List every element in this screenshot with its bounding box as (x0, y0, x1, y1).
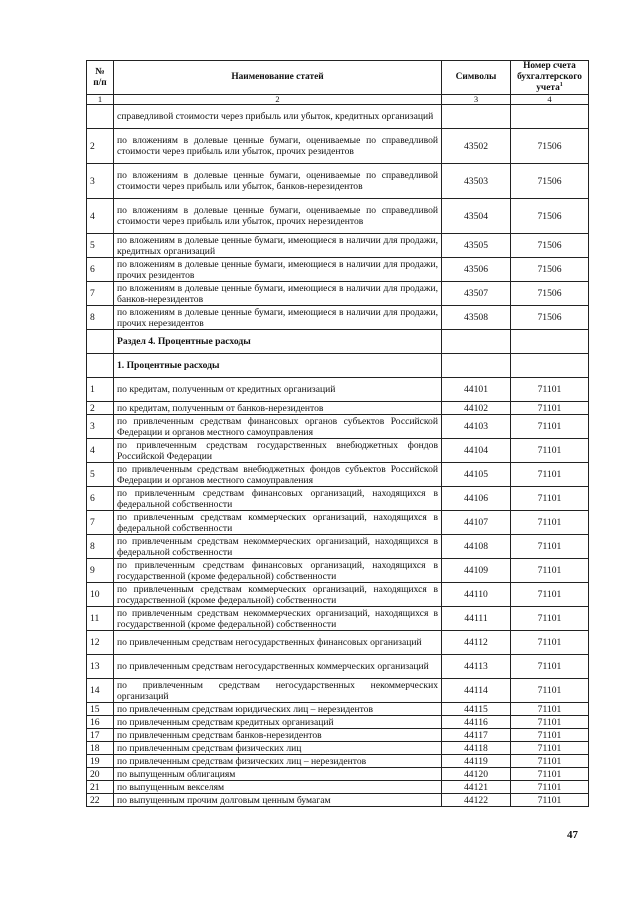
row-symbol: 43505 (442, 234, 511, 258)
row-account: 71101 (511, 729, 589, 742)
row-account: 71101 (511, 679, 589, 703)
row-symbol: 44106 (442, 487, 511, 511)
table-row (87, 742, 589, 755)
row-symbol: 44116 (442, 716, 511, 729)
table-row (87, 282, 589, 306)
column-index: 1 (87, 95, 114, 105)
table-row (87, 607, 589, 631)
table-row (87, 402, 589, 415)
row-number: 21 (87, 781, 114, 794)
row-number: 6 (87, 487, 114, 511)
header-name: Наименование статей (114, 61, 442, 95)
header-account-label: Номер счета бухгалтерского учета (517, 61, 582, 93)
row-symbol: 44118 (442, 742, 511, 755)
row-symbol: 44113 (442, 655, 511, 679)
row-name: по привлеченным средствам финансовых органов субъектов Российской Федерации и органов местного самоуправления (114, 415, 442, 439)
row-symbol: 44115 (442, 703, 511, 716)
row-symbol: 44117 (442, 729, 511, 742)
column-index: 4 (511, 95, 589, 105)
row-number: 2 (87, 129, 114, 164)
row-account (511, 105, 589, 129)
table-row (87, 415, 589, 439)
table-row (87, 703, 589, 716)
table-row (87, 105, 589, 129)
row-number: 14 (87, 679, 114, 703)
table-header-row (87, 61, 589, 95)
table-row (87, 164, 589, 199)
row-number: 3 (87, 164, 114, 199)
row-account: 71101 (511, 755, 589, 768)
row-number (87, 354, 114, 378)
row-number: 10 (87, 583, 114, 607)
row-account: 71101 (511, 378, 589, 402)
row-symbol: 44105 (442, 463, 511, 487)
row-name: по привлеченным средствам юридических лиц – нерезидентов (114, 703, 442, 716)
table-row (87, 716, 589, 729)
row-symbol: 44121 (442, 781, 511, 794)
row-name: по привлеченным средствам негосударственных некоммерческих организаций (114, 679, 442, 703)
row-account: 71506 (511, 282, 589, 306)
table-row (87, 199, 589, 234)
row-name: по привлеченным средствам некоммерческих организаций, находящихся в федеральной собственности (114, 535, 442, 559)
row-account: 71101 (511, 463, 589, 487)
header-account (511, 61, 589, 95)
row-symbol: 44119 (442, 755, 511, 768)
table-row (87, 535, 589, 559)
row-account: 71101 (511, 415, 589, 439)
table-row (87, 655, 589, 679)
row-number: 9 (87, 559, 114, 583)
row-account (511, 354, 589, 378)
row-name: по привлеченным средствам коммерческих организаций, находящихся в федеральной собственности (114, 511, 442, 535)
table-row (87, 729, 589, 742)
row-name: по вложениям в долевые ценные бумаги, имеющиеся в наличии для продажи, кредитных организаций (114, 234, 442, 258)
column-index: 3 (442, 95, 511, 105)
table-row (87, 378, 589, 402)
row-symbol: 43504 (442, 199, 511, 234)
row-name: по выпущенным облигациям (114, 768, 442, 781)
row-account: 71101 (511, 439, 589, 463)
row-name: по выпущенным векселям (114, 781, 442, 794)
row-number: 4 (87, 199, 114, 234)
row-number: 8 (87, 535, 114, 559)
row-number: 1 (87, 378, 114, 402)
row-name: по вложениям в долевые ценные бумаги, оцениваемые по справедливой стоимости через прибыль или убыток, прочих нерезидентов (114, 199, 442, 234)
row-name: по привлеченным средствам кредитных организаций (114, 716, 442, 729)
row-symbol (442, 330, 511, 354)
row-account: 71101 (511, 583, 589, 607)
row-name: по выпущенным прочим долговым ценным бумагам (114, 794, 442, 807)
row-name: по привлеченным средствам коммерческих организаций, находящихся в государственной (кроме федеральной) собственности (114, 583, 442, 607)
table-row (87, 583, 589, 607)
row-symbol: 43506 (442, 258, 511, 282)
row-name: по привлеченным средствам некоммерческих организаций, находящихся в государственной (кроме федеральной) собственности (114, 607, 442, 631)
row-name: по привлеченным средствам негосударственных коммерческих организаций (114, 655, 442, 679)
row-name: справедливой стоимости через прибыль или убыток, кредитных организаций (114, 105, 442, 129)
row-number: 5 (87, 463, 114, 487)
row-symbol: 43503 (442, 164, 511, 199)
row-name: по привлеченным средствам банков-нерезидентов (114, 729, 442, 742)
row-name: по кредитам, полученным от банков-нерезидентов (114, 402, 442, 415)
row-name: по привлеченным средствам негосударственных финансовых организаций (114, 631, 442, 655)
header-num: № п/п (87, 61, 114, 95)
table-row (87, 258, 589, 282)
row-account: 71101 (511, 794, 589, 807)
row-name: по вложениям в долевые ценные бумаги, имеющиеся в наличии для продажи, банков-нерезидентов (114, 282, 442, 306)
column-index: 2 (114, 95, 442, 105)
table-row (87, 234, 589, 258)
row-name: по вложениям в долевые ценные бумаги, оцениваемые по справедливой стоимости через прибыль или убыток, банков-нерезидентов (114, 164, 442, 199)
row-symbol: 43507 (442, 282, 511, 306)
row-account: 71101 (511, 742, 589, 755)
row-number: 20 (87, 768, 114, 781)
row-name: 1. Процентные расходы (114, 354, 442, 378)
row-symbol: 44111 (442, 607, 511, 631)
row-name: по привлеченным средствам внебюджетных фондов субъектов Российской Федерации и органов местного самоуправления (114, 463, 442, 487)
row-account: 71101 (511, 402, 589, 415)
row-account: 71101 (511, 511, 589, 535)
row-symbol: 44122 (442, 794, 511, 807)
row-number: 16 (87, 716, 114, 729)
row-account: 71506 (511, 199, 589, 234)
table-row (87, 129, 589, 164)
row-number: 6 (87, 258, 114, 282)
row-name: по привлеченным средствам финансовых организаций, находящихся в федеральной собственности (114, 487, 442, 511)
row-number (87, 330, 114, 354)
row-name: по вложениям в долевые ценные бумаги, оцениваемые по справедливой стоимости через прибыль или убыток, прочих резидентов (114, 129, 442, 164)
table-row (87, 781, 589, 794)
row-account: 71506 (511, 306, 589, 330)
row-symbol: 44114 (442, 679, 511, 703)
row-number: 22 (87, 794, 114, 807)
row-account: 71506 (511, 258, 589, 282)
row-name: по привлеченным средствам физических лиц – нерезидентов (114, 755, 442, 768)
row-symbol: 44110 (442, 583, 511, 607)
row-symbol: 44107 (442, 511, 511, 535)
section-row (87, 330, 589, 354)
row-symbol: 44120 (442, 768, 511, 781)
table-row (87, 559, 589, 583)
table-row (87, 679, 589, 703)
table-row (87, 487, 589, 511)
table-row (87, 794, 589, 807)
row-symbol (442, 354, 511, 378)
row-account: 71101 (511, 559, 589, 583)
row-account: 71101 (511, 768, 589, 781)
row-name: по кредитам, полученным от кредитных организаций (114, 378, 442, 402)
table-row (87, 511, 589, 535)
row-symbol (442, 105, 511, 129)
row-number: 5 (87, 234, 114, 258)
row-account: 71101 (511, 631, 589, 655)
row-number: 15 (87, 703, 114, 716)
header-account-footnote: 1 (559, 81, 563, 88)
column-index-row (87, 95, 589, 105)
row-name: по вложениям в долевые ценные бумаги, имеющиеся в наличии для продажи, прочих резидентов (114, 258, 442, 282)
header-symbols: Символы (442, 61, 511, 95)
row-name: по привлеченным средствам финансовых организаций, находящихся в государственной (кроме федеральной) собственности (114, 559, 442, 583)
row-symbol: 44102 (442, 402, 511, 415)
table-row (87, 306, 589, 330)
row-number: 4 (87, 439, 114, 463)
row-number (87, 105, 114, 129)
row-account: 71101 (511, 535, 589, 559)
table-row (87, 631, 589, 655)
row-number: 11 (87, 607, 114, 631)
row-account: 71101 (511, 487, 589, 511)
row-number: 2 (87, 402, 114, 415)
row-number: 17 (87, 729, 114, 742)
row-number: 3 (87, 415, 114, 439)
table-row (87, 463, 589, 487)
row-symbol: 43502 (442, 129, 511, 164)
row-number: 19 (87, 755, 114, 768)
row-symbol: 44108 (442, 535, 511, 559)
row-number: 12 (87, 631, 114, 655)
row-account (511, 330, 589, 354)
row-account: 71101 (511, 781, 589, 794)
accounts-table (86, 60, 589, 807)
table-body (87, 105, 589, 807)
row-symbol: 44103 (442, 415, 511, 439)
row-account: 71101 (511, 607, 589, 631)
row-name: по привлеченным средствам физических лиц (114, 742, 442, 755)
row-account: 71101 (511, 716, 589, 729)
row-account: 71506 (511, 164, 589, 199)
table-row (87, 439, 589, 463)
row-account: 71101 (511, 655, 589, 679)
row-name: по вложениям в долевые ценные бумаги, имеющиеся в наличии для продажи, прочих нерезидентов (114, 306, 442, 330)
table-row (87, 755, 589, 768)
row-number: 18 (87, 742, 114, 755)
row-name: Раздел 4. Процентные расходы (114, 330, 442, 354)
row-symbol: 44109 (442, 559, 511, 583)
subsection-row (87, 354, 589, 378)
row-number: 7 (87, 282, 114, 306)
row-account: 71506 (511, 234, 589, 258)
row-number: 7 (87, 511, 114, 535)
row-symbol: 43508 (442, 306, 511, 330)
row-number: 8 (87, 306, 114, 330)
row-number: 13 (87, 655, 114, 679)
row-account: 71101 (511, 703, 589, 716)
row-symbol: 44104 (442, 439, 511, 463)
row-name: по привлеченным средствам государственных внебюджетных фондов Российской Федерации (114, 439, 442, 463)
row-symbol: 44112 (442, 631, 511, 655)
row-account: 71506 (511, 129, 589, 164)
table-row (87, 768, 589, 781)
page-number: 47 (567, 829, 578, 841)
row-symbol: 44101 (442, 378, 511, 402)
